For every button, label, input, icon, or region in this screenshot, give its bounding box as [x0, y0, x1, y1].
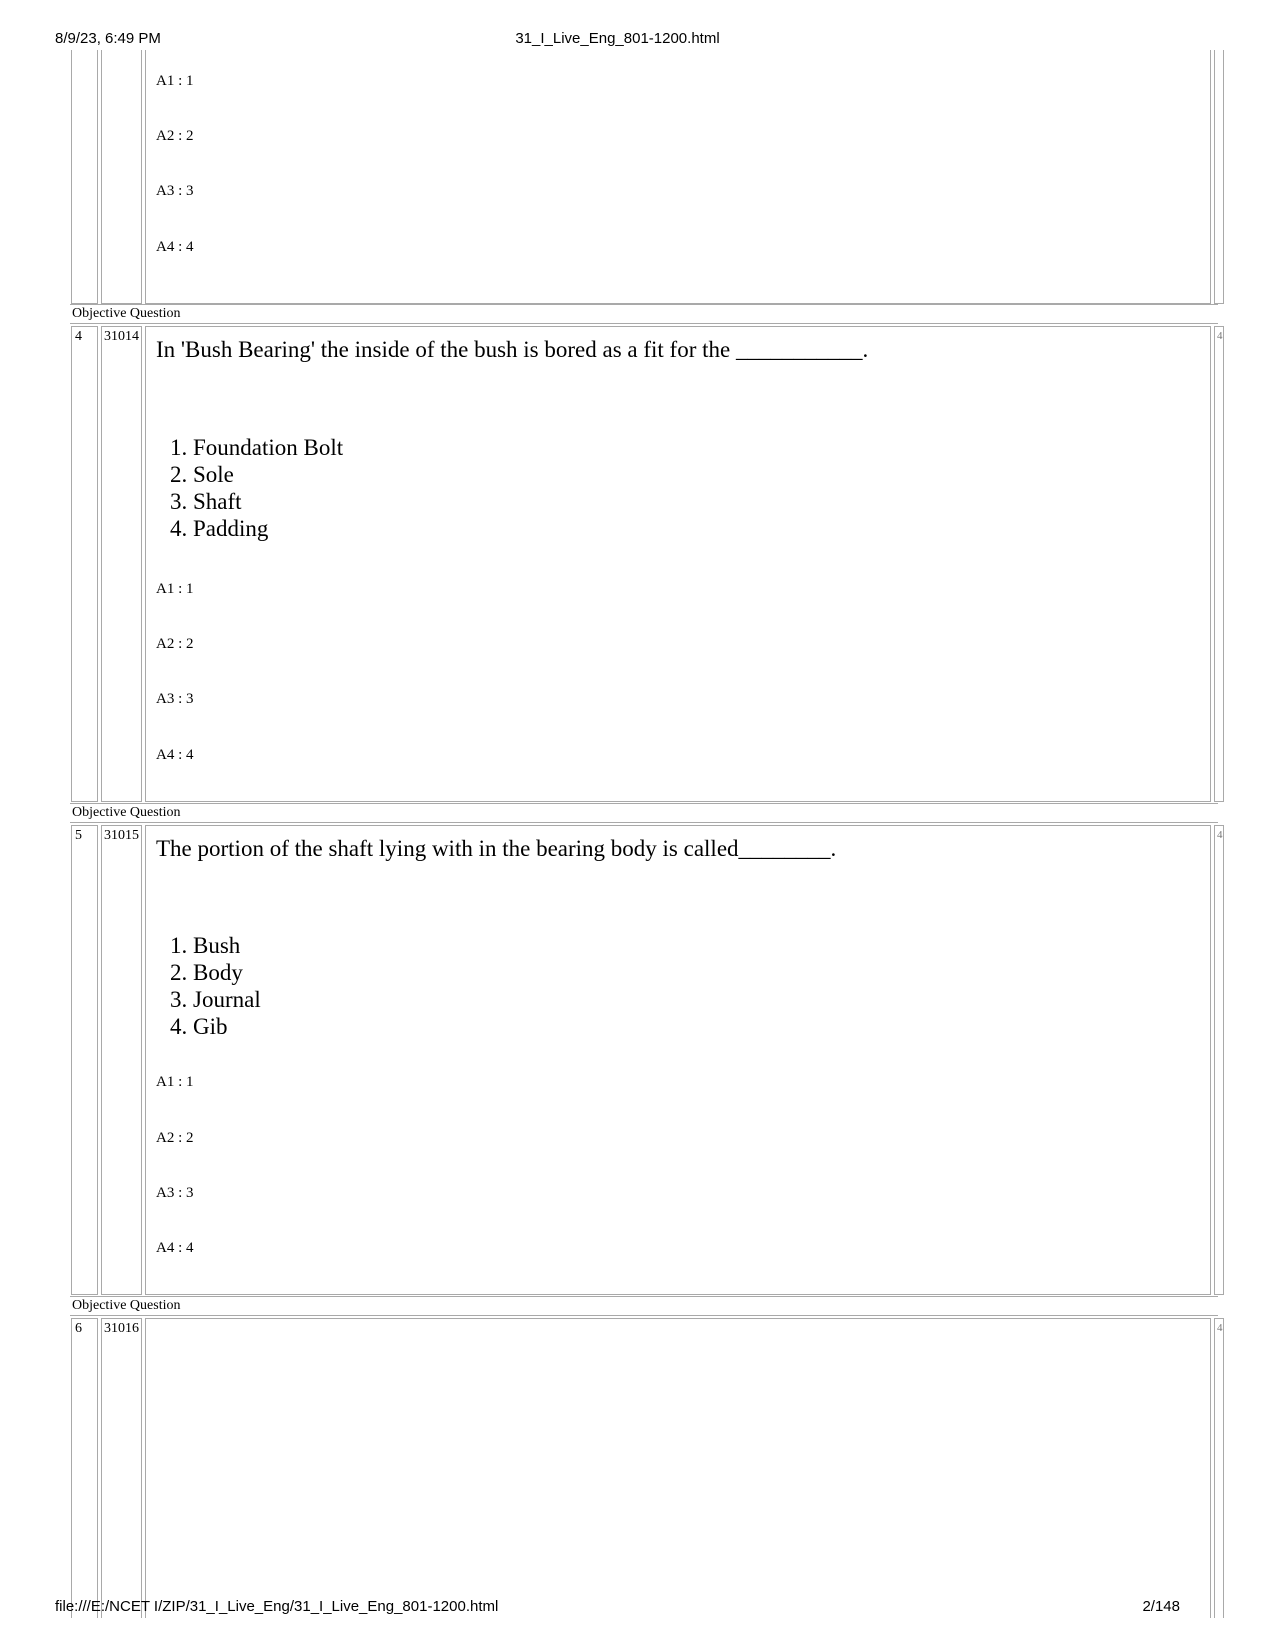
answer-line: A2 : 2: [156, 636, 194, 652]
section-label-row: Objective Question: [70, 803, 1218, 823]
option-item: 1. Foundation Bolt: [170, 435, 344, 460]
question-body-cell: [145, 326, 1211, 802]
question-text: In 'Bush Bearing' the inside of the bush is bored as a fit for the ___________.: [156, 337, 869, 362]
edge-marker: 4: [1214, 326, 1224, 802]
answer-line: A2 : 2: [156, 128, 194, 144]
answer-line: A1 : 1: [156, 73, 194, 89]
question-row: [70, 1318, 1223, 1618]
question-number: 5: [71, 825, 98, 1295]
option-item: 3. Journal: [170, 987, 261, 1012]
answer-line: A3 : 3: [156, 691, 194, 707]
print-header: [55, 30, 1180, 52]
option-item: 3. Shaft: [170, 489, 242, 514]
edge-marker: 4: [1214, 1318, 1224, 1618]
question-id: 31015: [101, 825, 142, 1295]
question-number: 4: [71, 326, 98, 802]
section-label-row: Objective Question: [70, 304, 1218, 324]
question-number: 6: [71, 1318, 98, 1618]
question-row-prev: [70, 50, 1218, 304]
answer-line: A4 : 4: [156, 1240, 194, 1256]
print-file-path: file:///E:/NCET I/ZIP/31_I_Live_Eng/31_I_Live_Eng_801-1200.html: [55, 1598, 499, 1615]
question-body-cell: [145, 50, 1211, 304]
option-item: 1. Bush: [170, 933, 241, 958]
answer-line: A4 : 4: [156, 747, 194, 763]
question-number-cell: [71, 50, 98, 304]
print-page-number: 2/148: [1142, 1598, 1180, 1615]
answer-line: A1 : 1: [156, 581, 194, 597]
section-label-row: Objective Question: [70, 1296, 1218, 1316]
question-id: 31016: [101, 1318, 142, 1618]
option-item: 2. Sole: [170, 462, 234, 487]
option-list: [156, 932, 1200, 1040]
question-id-cell: [101, 50, 142, 304]
edge-cell: [1214, 50, 1224, 304]
option-item: 2. Body: [170, 960, 243, 985]
edge-marker: 4: [1214, 825, 1224, 1295]
answer-line: A3 : 3: [156, 1185, 194, 1201]
question-id: 31014: [101, 326, 142, 802]
print-datetime: 8/9/23, 6:49 PM: [55, 30, 161, 47]
question-text: The portion of the shaft lying with in the bearing body is called________.: [156, 836, 837, 861]
option-list: [156, 434, 1200, 542]
print-footer: [55, 1598, 1180, 1620]
answer-line: A3 : 3: [156, 183, 194, 199]
option-item: 4. Gib: [170, 1014, 228, 1039]
answer-line: A4 : 4: [156, 239, 194, 255]
question-row: [70, 326, 1223, 802]
question-row: [70, 825, 1223, 1295]
print-doc-title: 31_I_Live_Eng_801-1200.html: [515, 30, 720, 47]
question-body-cell: [145, 825, 1211, 1295]
answer-line: A2 : 2: [156, 1130, 194, 1146]
answer-line: A1 : 1: [156, 1074, 194, 1090]
question-table: [70, 60, 1223, 1590]
option-item: 4. Padding: [170, 516, 269, 541]
question-body-cell: [145, 1318, 1211, 1618]
